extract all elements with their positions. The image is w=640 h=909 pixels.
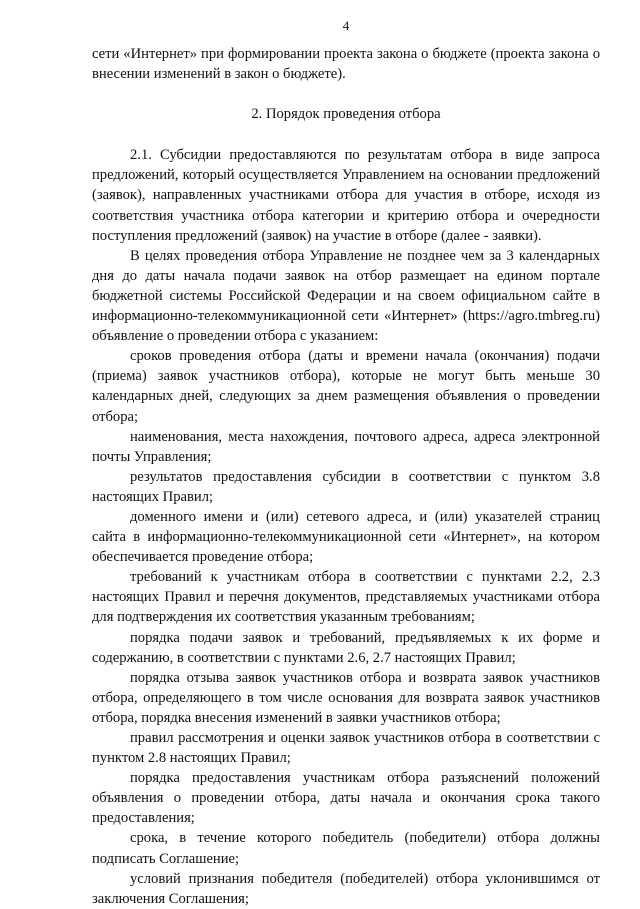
section-title: 2. Порядок проведения отбора (251, 106, 441, 123)
list-item-deadlines: сроков проведения отбора (даты и времени начала (окончания) подачи (приема) заявок участников отбора), которые не могут быть меньше 30 календарных дней, следующих за днем размещения объявления о проведении отбора; (92, 348, 600, 425)
page-number: 4 (342, 18, 350, 33)
list-item-signing-term: срока, в течение которого победитель (победители) отбора должны подписать Соглашение; (92, 830, 600, 867)
list-item-domain: доменного имени и (или) сетевого адреса, и (или) указателей страниц сайта в информационно-телекоммуникационной сети «Интернет», на котором обеспечивается проведение отбора; (92, 508, 600, 566)
document-page (92, 18, 600, 909)
list-item-withdrawal: порядка отзыва заявок участников отбора и возврата заявок участников отбора, определяющего в том числе основания для возврата заявок участников отбора, порядка внесения изменений в заявки участников отбора; (92, 669, 600, 726)
list-item-evaluation-rules: правил рассмотрения и оценки заявок участников отбора в соответствии с пунктом 2.8 настоящих Правил; (92, 730, 600, 767)
list-item-results: результатов предоставления субсидии в соответствии с пунктом 3.8 настоящих Правил; (92, 468, 600, 505)
paragraph-announcement: В целях проведения отбора Управление не позднее чем за 3 календарных дня до даты начала подачи заявок на отбор размещает на едином портале бюджетной системы Российской Федерации и на своем официальном сайте в информационно-телекоммуникационной сети «Интернет» (https://agro.tmbreg.ru) объявление о проведении отбора с указанием: (92, 247, 600, 345)
paragraph-2-1: 2.1. Субсидии предоставляются по результатам отбора в виде запроса предложений, который осуществляется Управлением на основании предложений (заявок), направленных участниками отбора для участия в отборе, исходя из соответствия участника отбора категории и критерию отбора и очередности поступления предложений (заявок) на участие в отборе (далее - заявки). (92, 147, 600, 244)
list-item-clarifications: порядка предоставления участникам отбора разъяснений положений объявления о проведении отбора, даты начала и окончания срока такого предоставления; (92, 770, 600, 827)
list-item-requirements: требований к участникам отбора в соответствии с пунктами 2.2, 2.3 настоящих Правил и перечня документов, представляемых участниками отбора для подтверждения их соответствия указанным требованиям; (92, 569, 600, 626)
list-item-contacts: наименования, места нахождения, почтового адреса, адреса электронной почты Управления; (92, 428, 600, 465)
paragraph-continuation: сети «Интернет» при формировании проекта закона о бюджете (проекта закона о внесении изменений в закон о бюджете). (92, 46, 600, 83)
list-item-evasion-conditions: условий признания победителя (победителей) отбора уклонившимся от заключения Соглашения; (92, 870, 600, 907)
list-item-submission: порядка подачи заявок и требований, предъявляемых к их форме и содержанию, в соответствии с пунктами 2.6, 2.7 настоящих Правил; (92, 629, 600, 666)
